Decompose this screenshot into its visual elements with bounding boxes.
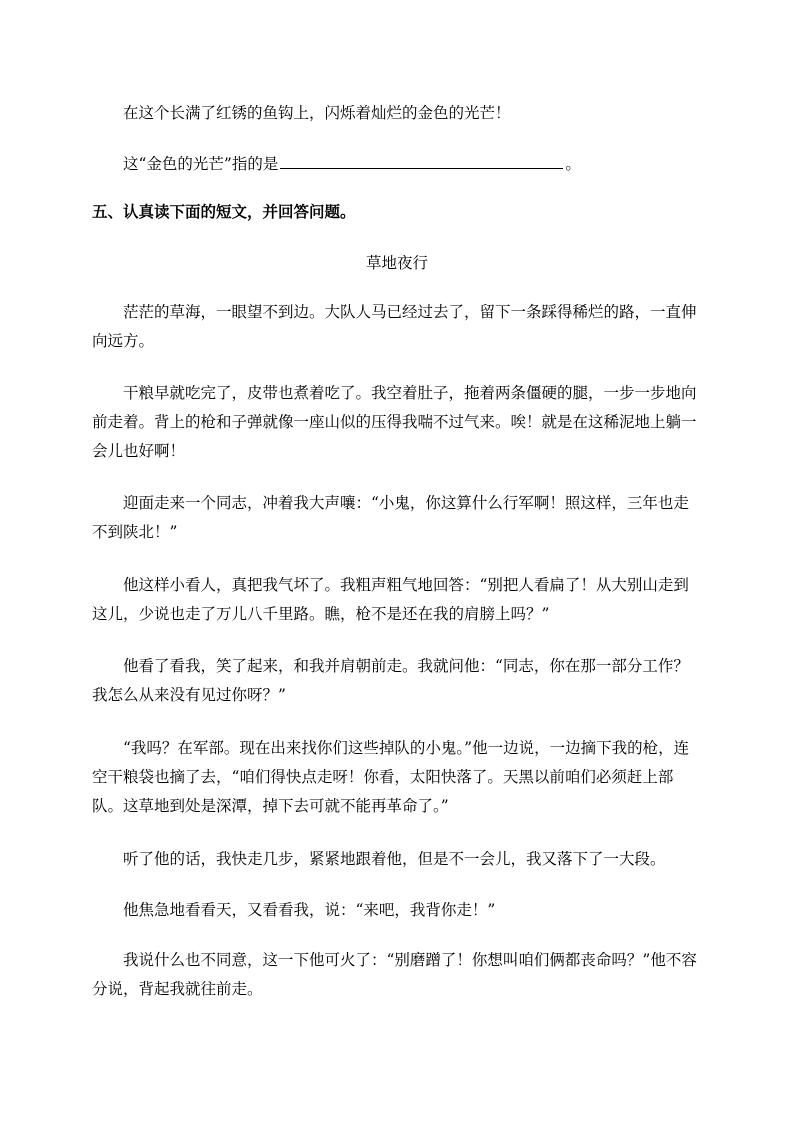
passage-title: 草地夜行 <box>365 254 428 272</box>
answer-blank[interactable] <box>280 154 563 169</box>
paragraph-3: 迎面走来一个同志，冲着我大声嚷：“小鬼，你这算什么行军啊！照这样，三年也走不到陕北！” <box>92 494 689 541</box>
paragraph-1: 茫茫的草海，一眼望不到边。大队人马已经过去了，留下一条踩得稀烂的路，一直伸向远方。 <box>92 303 697 350</box>
paragraph-9: 我说什么也不同意，这一下他可火了：“别磨蹭了！你想叫咱们俩都丧命吗？”他不容分说，背起我就往前走。 <box>92 951 697 998</box>
paragraph-4: 他这样小看人，真把我气坏了。我粗声粗气地回答：“别把人看扁了！从大别山走到这儿，少说也走了万儿八千里路。瞧，枪不是还在我的肩膀上吗？” <box>92 576 689 623</box>
paragraph-5: 他看了看我，笑了起来，和我并肩朝前走。我就问他：“同志，你在那一部分工作？我怎么从来没有见过你呀？” <box>92 657 689 704</box>
paragraph-6: “我吗？在军部。现在出来找你们这些掉队的小鬼。”他一边说，一边摘下我的枪，连空干粮袋也摘了去，“咱们得快点走呀！你看，太阳快落了。天黑以前咱们必须赶上部队。这草地到处是深潭，掉下去可就不能再革命了。” <box>92 739 690 815</box>
fill-in-question <box>92 150 698 179</box>
paragraph-8: 他焦急地看看天，又看看我，说：“来吧，我背你走！” <box>123 901 496 919</box>
question-prefix: 这“金色的光芒”指的是 <box>123 155 279 173</box>
quoted-sentence: 在这个长满了红锈的鱼钩上，闪烁着灿烂的金色的光芒！ <box>123 104 511 122</box>
paragraph-7: 听了他的话，我快走几步，紧紧地跟着他，但是不一会儿，我又落下了一大段。 <box>123 850 666 868</box>
question-suffix: 。 <box>565 155 581 173</box>
paragraph-2: 干粮早就吃完了，皮带也煮着吃了。我空着肚子，拖着两条僵硬的腿，一步一步地向前走着。背上的枪和子弹就像一座山似的压得我喘不过气来。唉！就是在这稀泥地上躺一会儿也好啊！ <box>92 384 697 460</box>
section-heading: 五、认真读下面的短文，并回答问题。 <box>92 203 356 221</box>
